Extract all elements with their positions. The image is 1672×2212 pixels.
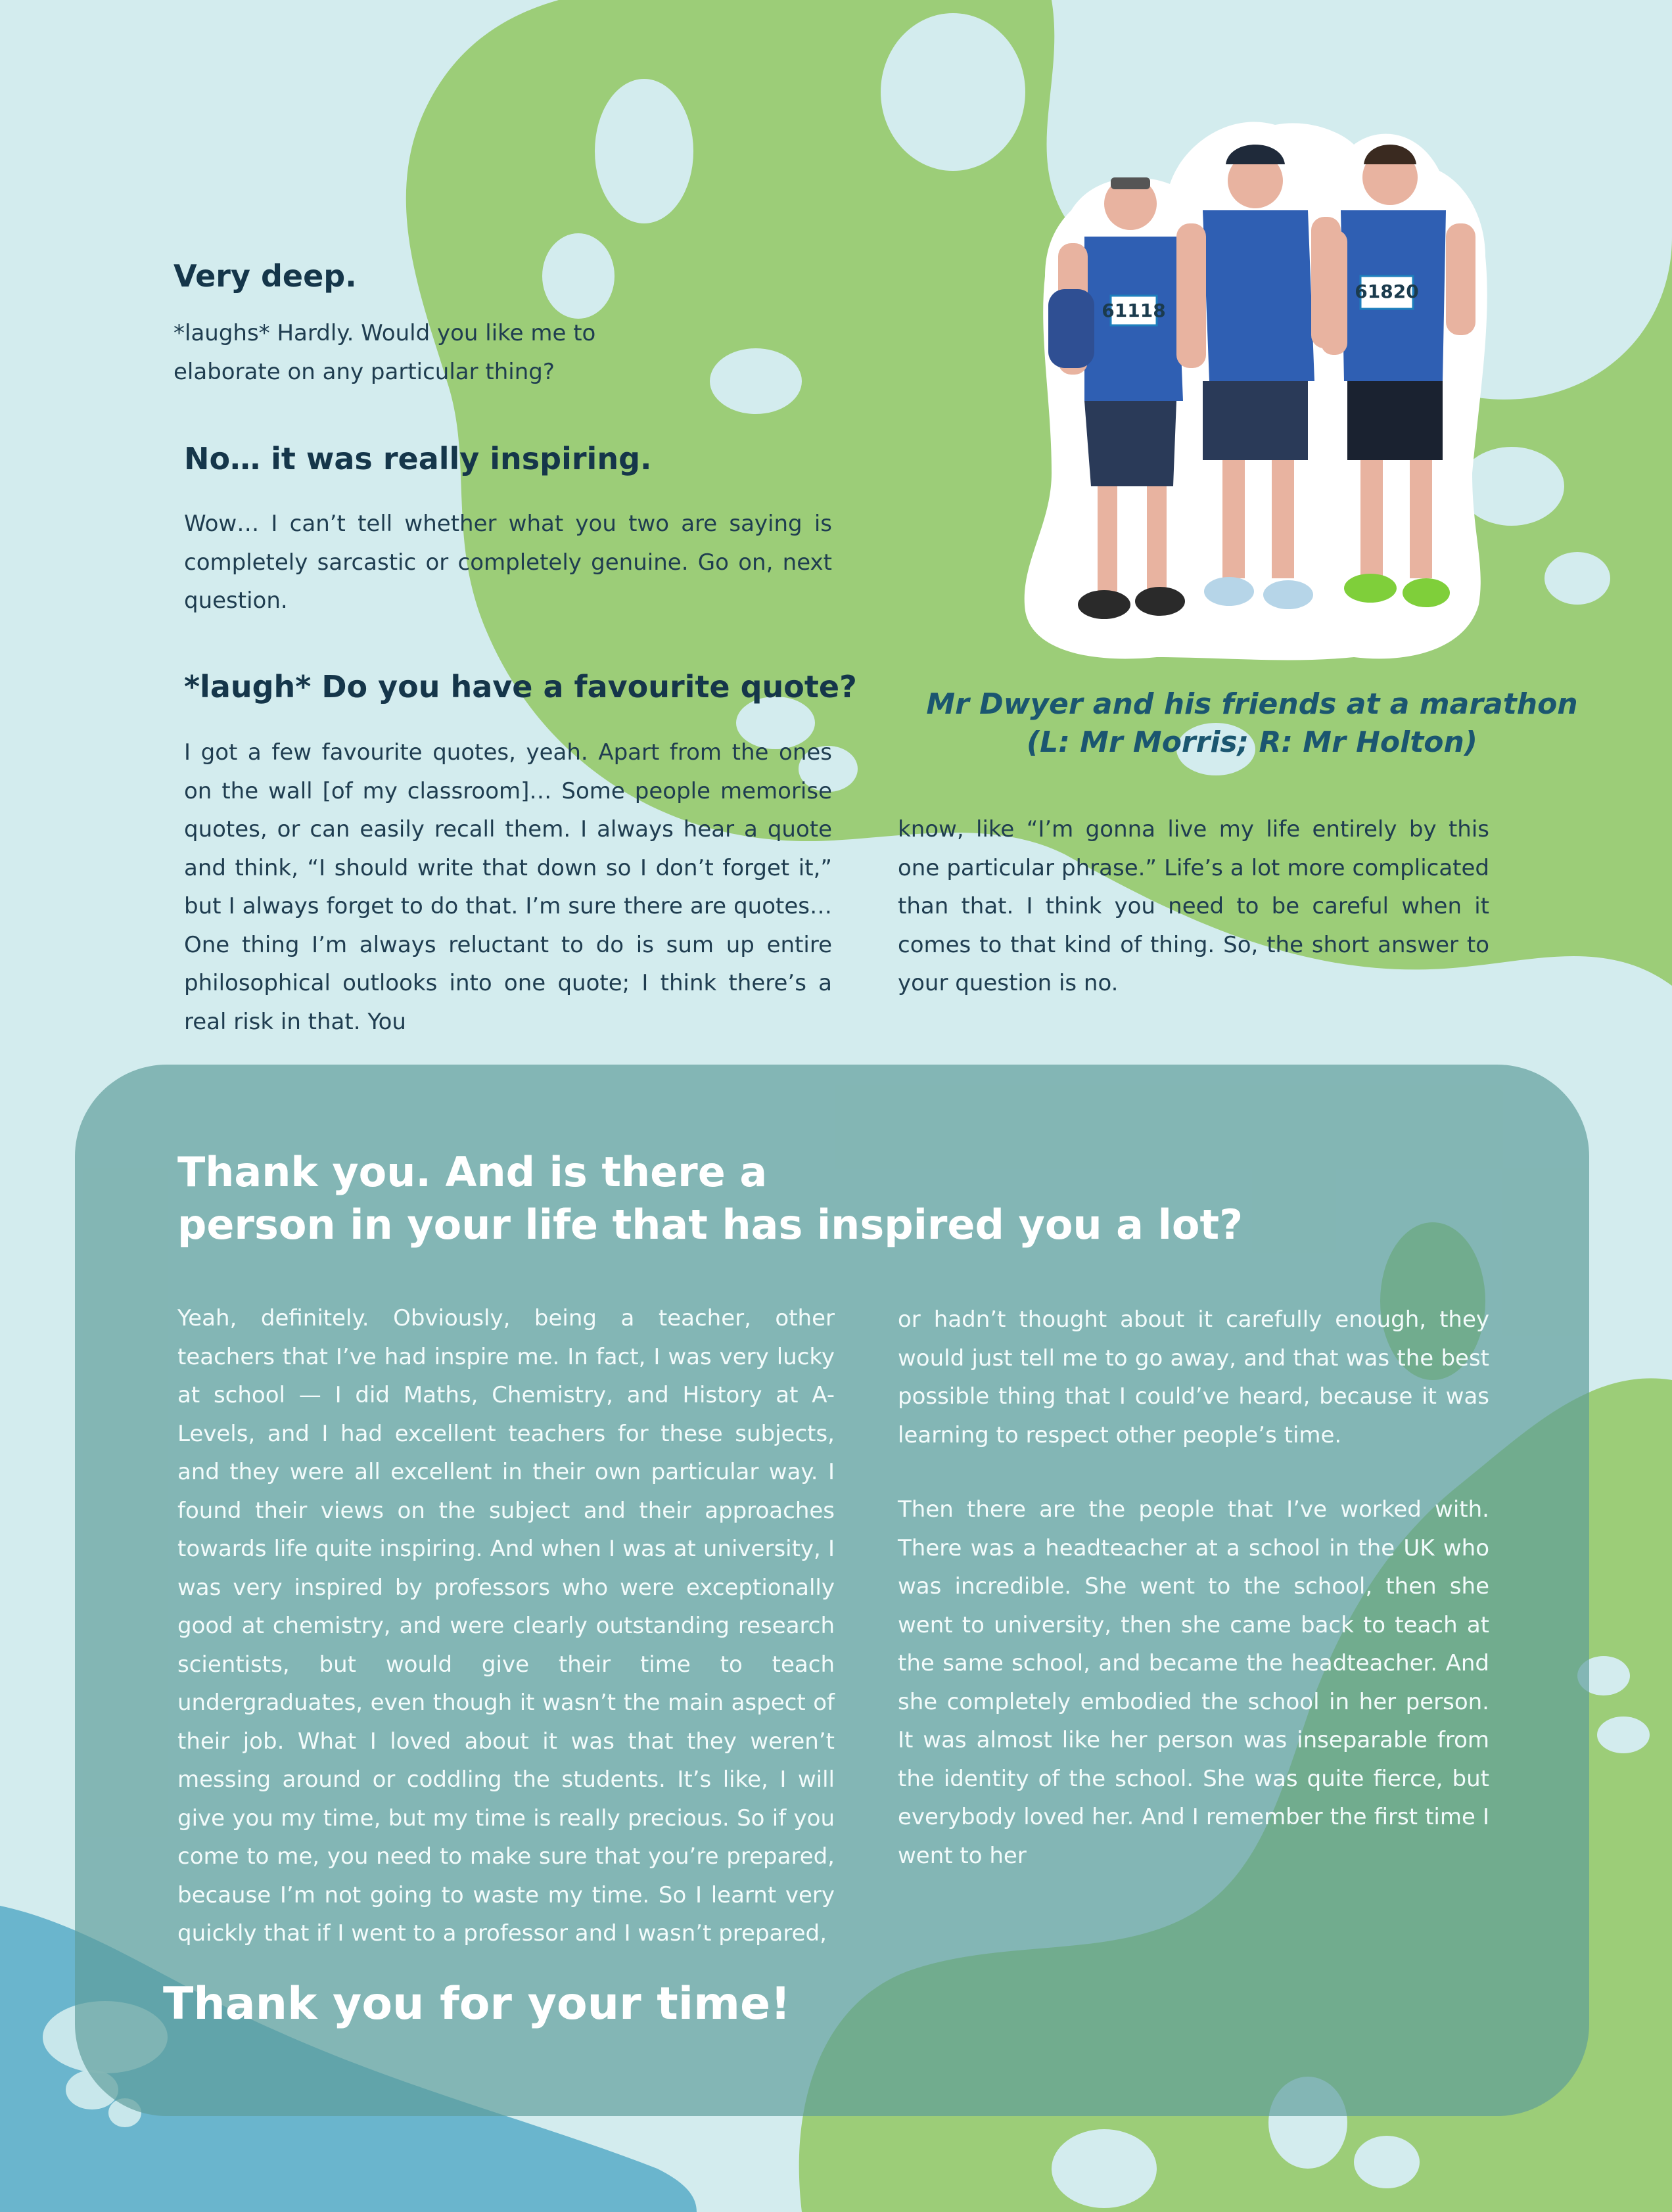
closing-thanks: Thank you for your time!	[163, 1978, 791, 2030]
svg-text:61820: 61820	[1355, 281, 1419, 302]
panel-answer-left: Yeah, definitely. Obviously, being a teacher, other teachers that I’ve had inspire me. In fact, I was very lucky at school — I did Maths, Chemistry, and History at A-Levels, and I had excellent teachers for these subjects, and they were all excellent in their own particular way. I found their views on the subject and their approaches towards life quite inspiring. And when I was at university, I was very inspired by professors who were exceptionally good at chemistry, and were clearly outstanding research scientists, but would give their time to teach undergraduates, even though it wasn’t the main aspect of their job. What I loved about it was that they weren’t messing around or coddling the students. It’s like, I will give you my time, but my time is really precious. So if you come to me, you need to make sure that you’re prepared, because I’m not going to waste my time. So I learnt very quickly that if I went to a professor and I wasn’t prepared,	[177, 1305, 835, 1947]
svg-text:61118: 61118	[1102, 300, 1166, 321]
answer-quote-left: I got a few favourite quotes, yeah. Apart from the ones on the wall [of my classroom]… Some people memorise quotes, or can easily recall them. I always hear a quote and think, “I should write that down so I don’t forget it,” but I always forget to do that. I’m sure there are quotes… One thing I’m always reluctant to do is sum up entire philosophical outlooks into one quote; I think there’s a real risk in that. You	[184, 739, 832, 1035]
panel-answer-right-p2: Then there are the people that I’ve worked with. There was a headteacher at a school in the UK who was incredible. She went to the school, then she went to university, then she came back to teach at the same school, and became the headteacher. And she completely embodied the school in her person. It was almost like her person was inseparable from the identity of the school. She was quite fierce, but everybody loved her. And I remember the first time I went to her	[898, 1496, 1489, 1869]
marathon-photo	[1012, 105, 1512, 677]
panel-question-line1: Thank you. And is there a	[177, 1148, 768, 1196]
panel-question-line2: person in your life that has inspired you a lot?	[177, 1201, 1243, 1249]
photo-caption-line1: Mr Dwyer and his friends at a marathon	[926, 687, 1578, 721]
answer-inspiring: Wow… I can’t tell whether what you two are saying is completely sarcastic or completely genuine. Go on, next question.	[184, 511, 832, 614]
question-very-deep: Very deep.	[174, 258, 357, 294]
answer-very-deep: *laughs* Hardly. Would you like me to elaborate on any particular thing?	[174, 320, 596, 385]
panel-answer-right-p1: or hadn’t thought about it carefully enough, they would just tell me to go away, and that was the best possible thing that I could’ve heard, because it was learning to respect other people’s time.	[898, 1306, 1489, 1448]
answer-quote-right: know, like “I’m gonna live my life entirely by this one particular phrase.” Life’s a lot more complicated than that. I think you need to be careful when it comes to that kind of thing. So, the short answer to your question is no.	[898, 816, 1489, 996]
question-favourite-quote: *laugh* Do you have a favourite quote?	[184, 669, 857, 704]
question-inspiring: No… it was really inspiring.	[184, 441, 652, 476]
photo-caption-line2: (L: Mr Morris; R: Mr Holton)	[1027, 726, 1477, 759]
